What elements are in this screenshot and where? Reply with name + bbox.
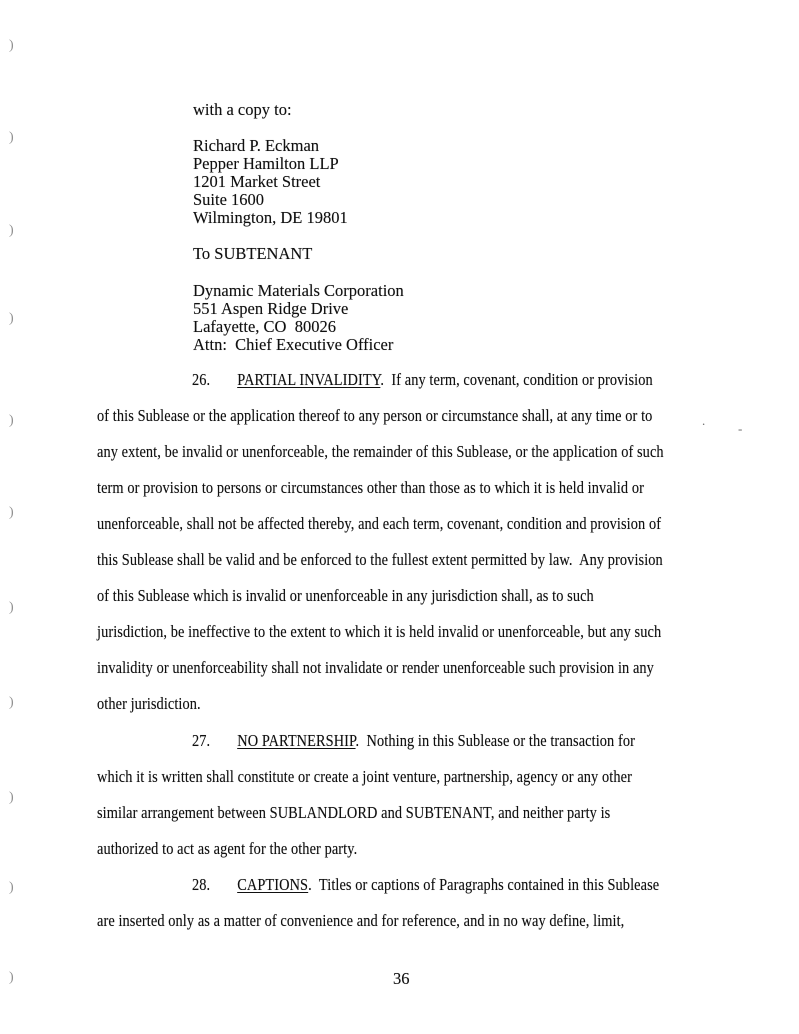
binding-mark-icon: ) (9, 695, 14, 710)
binding-mark-icon: ) (9, 130, 14, 145)
copy-to-address-line: Richard P. Eckman (193, 136, 320, 155)
copy-to-address-line: Suite 1600 (193, 190, 265, 209)
paragraph-heading: CAPTIONS (237, 875, 309, 894)
binding-mark-icon: ) (9, 311, 14, 326)
paragraph-26-line: of this Sublease or the application thereof to any person or circumstance shall, at any time or to (97, 406, 653, 425)
subtenant-address-line: 551 Aspen Ridge Drive (193, 299, 349, 318)
subtenant-address-line: Dynamic Materials Corporation (193, 281, 404, 300)
paragraph-28-line: are inserted only as a matter of convenience and for reference, and in no way define, limit, (97, 911, 625, 930)
binding-mark-icon: ) (9, 790, 14, 805)
paragraph-number: 26. (192, 370, 211, 389)
paragraph-heading: PARTIAL INVALIDITY (237, 370, 381, 389)
paragraph-number: 27. (192, 731, 211, 750)
paragraph-26-line: term or provision to persons or circumstances other than those as to which it is held invalid or (97, 478, 644, 497)
copy-to-address-line: Wilmington, DE 19801 (193, 208, 348, 227)
scan-artifact: . (702, 413, 706, 428)
binding-mark-icon: ) (9, 600, 14, 615)
paragraph-26-line: other jurisdiction. (97, 694, 201, 713)
paragraph-26-line: unenforceable, shall not be affected thereby, and each term, covenant, condition and provision of (97, 514, 662, 533)
paragraph-26-line: of this Sublease which is invalid or unenforceable in any jurisdiction shall, as to such (97, 586, 594, 605)
copy-to-label: with a copy to: (193, 100, 292, 119)
scan-artifact: - (738, 421, 743, 436)
copy-to-address-line: Pepper Hamilton LLP (193, 154, 339, 173)
paragraph-26-line: jurisdiction, be ineffective to the extent to which it is held invalid or unenforceable, but any such (97, 622, 662, 641)
binding-mark-icon: ) (9, 880, 14, 895)
paragraph-27-line: similar arrangement between SUBLANDLORD and SUBTENANT, and neither party is (97, 803, 611, 822)
paragraph-text: . Nothing in this Sublease or the transaction for (355, 731, 635, 750)
binding-mark-icon: ) (9, 38, 14, 53)
paragraph-text: . If any term, covenant, condition or provision (380, 370, 653, 389)
paragraph-26-line: this Sublease shall be valid and be enforced to the fullest extent permitted by law. Any provision (97, 550, 663, 569)
paragraph-27-first-line (192, 731, 635, 751)
paragraph-26-line: invalidity or unenforceability shall not invalidate or render unenforceable such provision in any (97, 658, 654, 677)
binding-mark-icon: ) (9, 505, 14, 520)
subtenant-address-line: Lafayette, CO 80026 (193, 317, 336, 336)
page-number: 36 (393, 969, 410, 988)
binding-mark-icon: ) (9, 413, 14, 428)
paragraph-heading: NO PARTNERSHIP (237, 731, 356, 750)
paragraph-27-line: authorized to act as agent for the other party. (97, 839, 358, 858)
subtenant-label: To SUBTENANT (193, 244, 313, 263)
paragraph-number: 28. (192, 875, 211, 894)
paragraph-26-first-line (192, 370, 653, 390)
subtenant-address-line: Attn: Chief Executive Officer (193, 335, 394, 354)
paragraph-26-line: any extent, be invalid or unenforceable, the remainder of this Sublease, or the application of such (97, 442, 664, 461)
paragraph-27-line: which it is written shall constitute or create a joint venture, partnership, agency or any other (97, 767, 632, 786)
paragraph-28-first-line (192, 875, 659, 895)
paragraph-text: . Titles or captions of Paragraphs contained in this Sublease (308, 875, 660, 894)
copy-to-address-line: 1201 Market Street (193, 172, 321, 191)
binding-mark-icon: ) (9, 223, 14, 238)
binding-mark-icon: ) (9, 970, 14, 985)
